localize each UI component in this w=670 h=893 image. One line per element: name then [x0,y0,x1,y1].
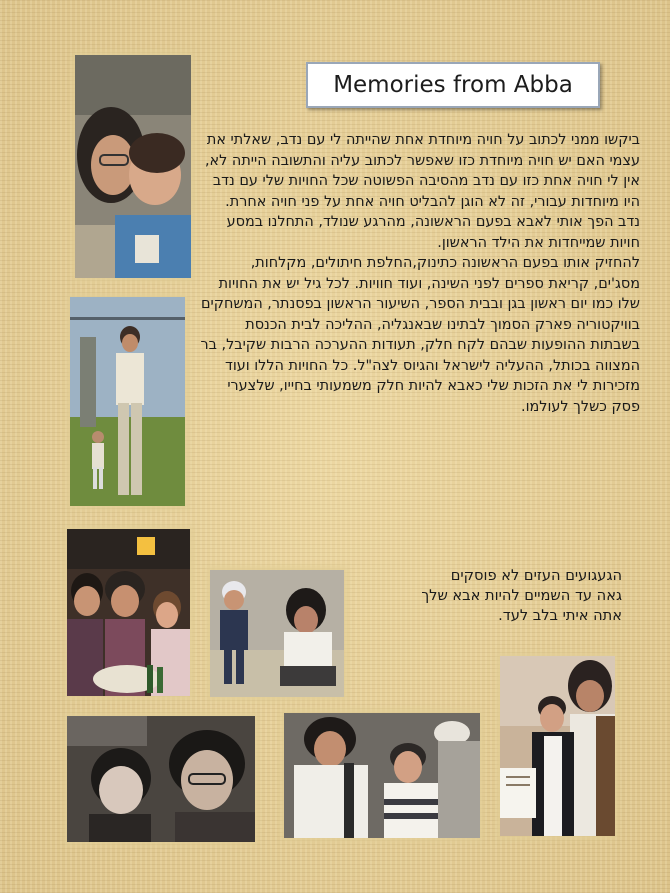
photo-man-with-toddler [70,297,185,506]
photo-boy-and-man-outdoors [210,570,344,697]
photo-father-holding-baby [75,55,191,278]
page-title: Memories from Abba [306,62,600,108]
memory-paragraph: ביקשו ממני לכתוב על חויה מיוחדת אחת שהייתה לי עם נדב, שאלתי את עצמי האם יש חויה מיוחדת כזו שאפשר לכתוב עליה והתשובה הייתה לא, אין לי חויה אחת כזו עם נדב מהסיבה הפשוטה שכל החויות שלי עם נדב היו מיוחדות עבורי, זה לא הוגן להבליט חויה אחת על פני חויה אחרת. נדב הפך אותי לאבא בפעם הראשונה, מהרגע שנולד, התחלנו במסע חויות שמייחדות את הילד הראשון. [204,132,640,251]
memory-paragraph: להחזיק אותו בפעם הראשונה כתינוק,החלפת חיתולים, מקלחות, מסג'ים, קריאת ספרים לפני השינה, ועוד חוויות. לכל גיל יש את החויות שלו כמו יום ראשון בגן ובבית הספר, השיעור הראשון בפסנתר, המשחקים בוויקטוריה פארק הסמוך לבתינו שבאנגליה, ההליכה לבית הכנסת בשבתות ההופעות שבהם לקח חלק, תעודות ההערכה הרבות שקיבל, בר המצווה בכותל, ההעליה לישראל והגיוס לצה"ל. כל החויות הללו ועוד מזכירות לי את הזכות שלי כאבא להיות חלק משמעותי בחייו, שלצערי פסק כשלך לעולמו. [200,255,640,415]
photo-bar-mitzvah-certificate [500,656,615,836]
closing-line: גאה עד השמיים להיות אבא שלך [421,587,622,604]
memory-text [200,130,640,417]
closing-lines [362,566,622,626]
photo-family-group [67,529,190,696]
closing-line: הגעגועים העזים לא פוסקים [450,567,622,584]
photo-tallit-ceremony [284,713,480,838]
closing-line: אתה איתי בלב לעד. [498,607,622,624]
photo-toddler-and-woman [67,716,255,842]
